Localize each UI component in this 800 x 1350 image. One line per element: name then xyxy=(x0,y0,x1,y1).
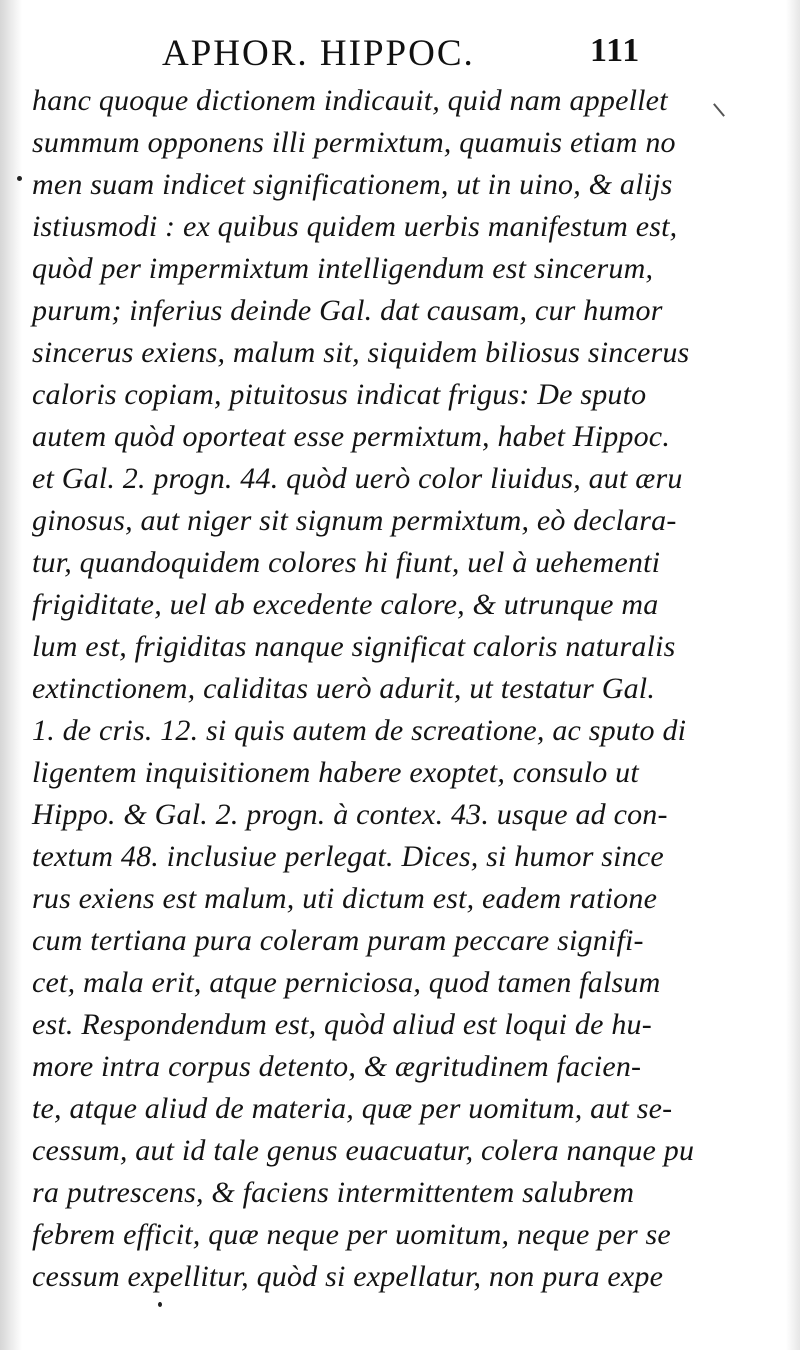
running-head: APHOR. HIPPOC. xyxy=(162,33,475,74)
text-line: autem quòd oporteat esse permixtum, habet Hippoc. xyxy=(32,420,671,453)
text-line: textum 48. inclusiue perlegat. Dices, si humor since xyxy=(32,840,664,873)
text-line: istiusmodi : ex quibus quidem uerbis manifestum est, xyxy=(32,210,678,243)
text-line: ligentem inquisitionem habere exoptet, consulo ut xyxy=(32,756,639,789)
margin-mark xyxy=(713,103,725,117)
text-line: hanc quoque dictionem indicauit, quid nam appellet xyxy=(32,84,668,117)
text-line: Hippo. & Gal. 2. progn. à contex. 43. usque ad con- xyxy=(32,798,668,831)
text-line: rus exiens est malum, uti dictum est, eadem ratione xyxy=(32,882,658,915)
page-gutter-shadow xyxy=(0,0,22,1350)
body-text xyxy=(32,80,695,1298)
text-line: et Gal. 2. progn. 44. quòd uerò color liuidus, aut æru xyxy=(32,462,683,495)
text-line: cessum expellitur, quòd si expellatur, non pura expe xyxy=(32,1260,664,1293)
text-line: more intra corpus detento, & ægritudinem facien- xyxy=(32,1050,642,1083)
text-line: febrem efficit, quæ neque per uomitum, neque per se xyxy=(32,1218,671,1251)
ink-speck xyxy=(17,176,22,181)
text-line: est. Respondendum est, quòd aliud est loqui de hu- xyxy=(32,1008,652,1041)
text-line: caloris copiam, pituitosus indicat frigus: De sputo xyxy=(32,378,647,411)
text-line: cet, mala erit, atque perniciosa, quod tamen falsum xyxy=(32,966,661,999)
text-line: ginosus, aut niger sit signum permixtum, eò declara- xyxy=(32,504,677,537)
text-line: sincerus exiens, malum sit, siquidem biliosus sincerus xyxy=(32,336,690,369)
text-line: men suam indicet significationem, ut in uino, & alijs xyxy=(32,168,673,201)
text-line: lum est, frigiditas nanque significat caloris naturalis xyxy=(32,630,676,663)
text-line: frigiditate, uel ab excedente calore, & utrunque ma xyxy=(32,588,659,621)
text-line: 1. de cris. 12. si quis autem de screatione, ac sputo di xyxy=(32,714,687,747)
text-line: summum opponens illi permixtum, quamuis etiam no xyxy=(32,126,676,159)
text-line: cum tertiana pura coleram puram peccare signifi- xyxy=(32,924,644,957)
text-line: purum; inferius deinde Gal. dat causam, cur humor xyxy=(32,294,663,327)
text-line: cessum, aut id tale genus euacuatur, colera nanque pu xyxy=(32,1134,695,1167)
ink-speck xyxy=(158,1302,162,1307)
page-header xyxy=(0,28,800,78)
text-line: ra putrescens, & faciens intermittentem salubrem xyxy=(32,1176,635,1209)
text-line: quòd per impermixtum intelligendum est sincerum, xyxy=(32,252,654,285)
page-number: 111 xyxy=(590,32,641,69)
text-line: te, atque aliud de materia, quæ per uomitum, aut se- xyxy=(32,1092,673,1125)
text-line: tur, quandoquidem colores hi fiunt, uel à uehementi xyxy=(32,546,661,579)
page-right-edge xyxy=(786,0,800,1350)
text-line: extinctionem, caliditas uerò adurit, ut testatur Gal. xyxy=(32,672,656,705)
